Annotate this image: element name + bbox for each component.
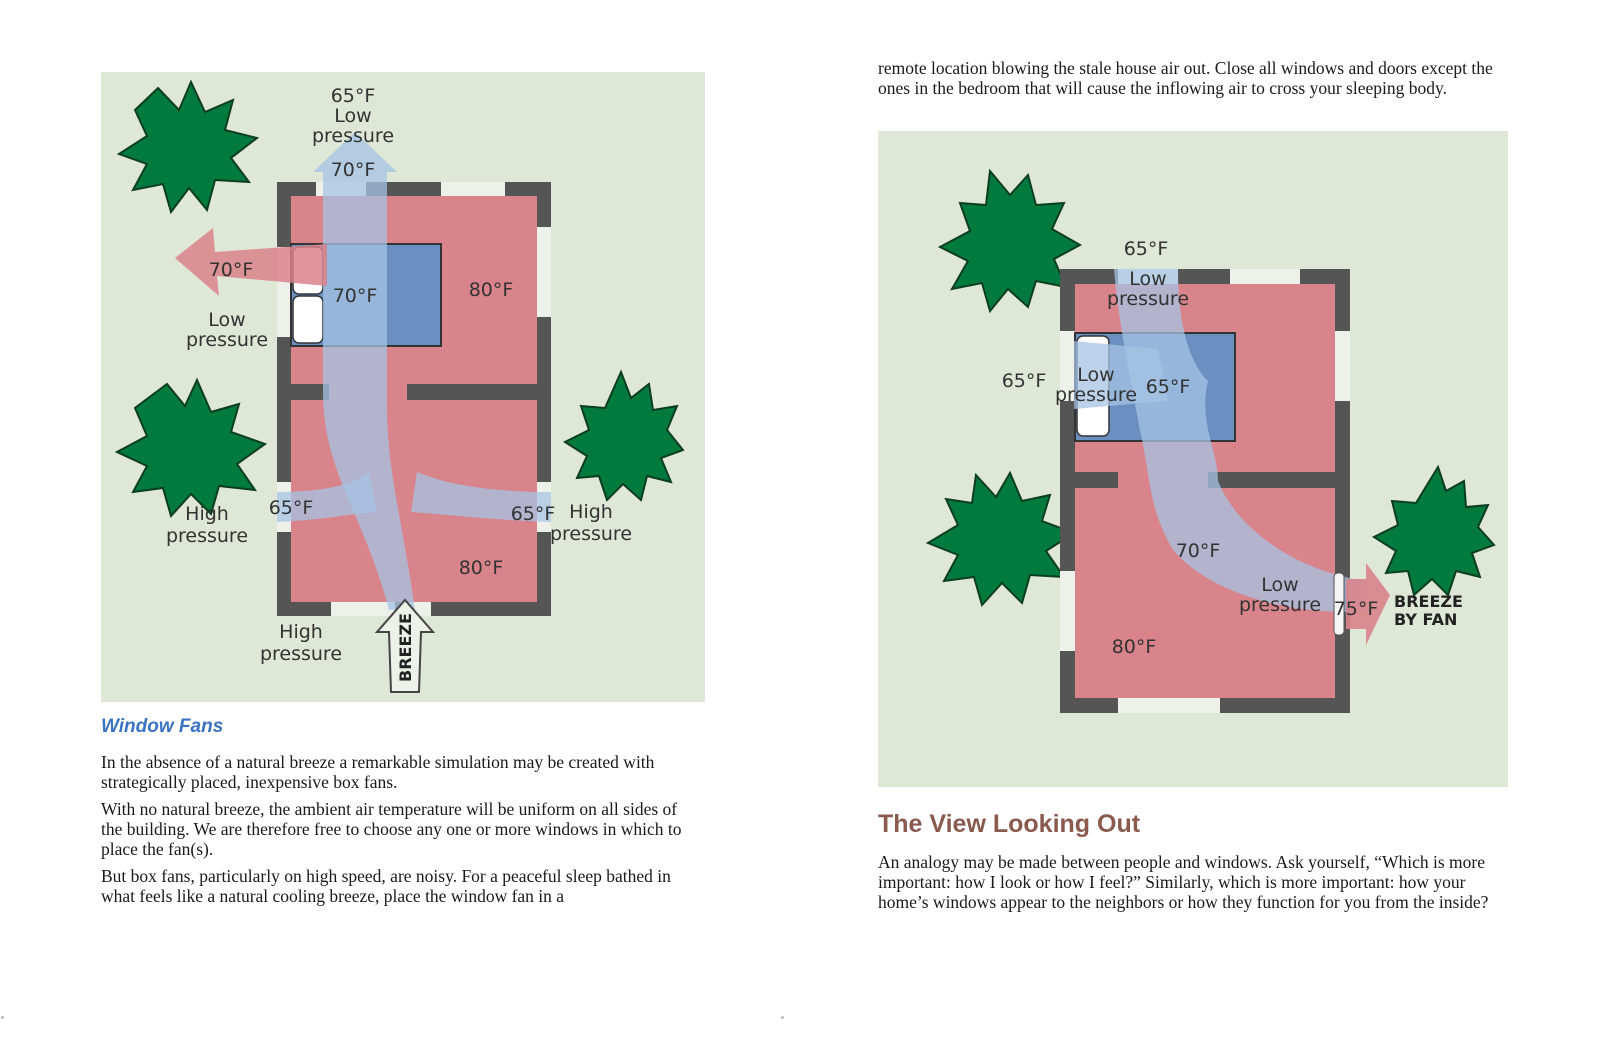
top-pressure-label: pressure bbox=[1106, 288, 1190, 310]
bed-temp-label: 65°F bbox=[1145, 376, 1191, 398]
left-temp-label: 65°F bbox=[1001, 370, 1047, 392]
top-temp-label: 65°F bbox=[330, 85, 376, 107]
west-temp-label: 65°F bbox=[268, 497, 314, 519]
top-paragraph: remote location blowing the stale house air out. Close all windows and doors except the ones in the bedroom that will cause the inflowing air to cross your sleeping body. bbox=[878, 58, 1493, 98]
view-looking-out-heading: The View Looking Out bbox=[878, 810, 1141, 838]
page-mark-center bbox=[781, 1016, 784, 1019]
arrow-left-temp-label: 70°F bbox=[208, 259, 254, 281]
room2-temp-label: 80°F bbox=[1111, 636, 1157, 658]
bottom-pressure-label: pressure bbox=[259, 643, 343, 665]
fan-low-label: Low bbox=[1261, 574, 1299, 596]
page-mark-left bbox=[1, 1016, 4, 1019]
arrow-top-temp-label: 70°F bbox=[330, 159, 376, 181]
fan-pressure-label: pressure bbox=[1238, 594, 1322, 616]
top-low-label: Low bbox=[334, 105, 372, 127]
top-temp-label: 65°F bbox=[1123, 238, 1169, 260]
bed-low-label: Low bbox=[1077, 364, 1115, 386]
breeze-label: BREEZE bbox=[396, 613, 415, 682]
west-pressure-label: pressure bbox=[165, 525, 249, 547]
bedroom-temp-label: 80°F bbox=[468, 279, 514, 301]
east-high-label: High bbox=[569, 501, 613, 523]
breeze-by-fan-line1: BREEZE bbox=[1394, 592, 1463, 611]
top-low-label: Low bbox=[1129, 268, 1167, 290]
left-low-label: Low bbox=[208, 309, 246, 331]
bed-temp-label: 70°F bbox=[332, 285, 378, 307]
analogy-paragraph: An analogy may be made between people and windows. Ask yourself, “Which is more important: how I look or how I feel?” Similarly, which is more important: how your home’s windows appear to the neighbors or how they function for you from the inside? bbox=[878, 852, 1489, 912]
east-pressure-label: pressure bbox=[549, 523, 633, 545]
bed-pressure-label: pressure bbox=[1054, 384, 1138, 406]
fan-floorplan-diagram bbox=[878, 131, 1508, 787]
east-temp-label: 65°F bbox=[510, 503, 556, 525]
top-pressure-label: pressure bbox=[311, 125, 395, 147]
left-page bbox=[0, 0, 780, 1041]
fan-temp-label: 75°F bbox=[1333, 598, 1379, 620]
window-fans-heading: Window Fans bbox=[101, 716, 224, 737]
bottom-high-label: High bbox=[279, 621, 323, 643]
room-temp-label: 70°F bbox=[1175, 540, 1221, 562]
room2-temp-label: 80°F bbox=[458, 557, 504, 579]
left-pressure-label: pressure bbox=[185, 329, 269, 351]
breeze-by-fan-line2: BY FAN bbox=[1394, 610, 1458, 629]
paragraph-3: But box fans, particularly on high speed, are noisy. For a peaceful sleep bathed in what feels like a natural cooling breeze, place the window fan in a bbox=[101, 866, 671, 906]
paragraph-1: In the absence of a natural breeze a remarkable simulation may be created with strategically placed, inexpensive box fans. bbox=[101, 752, 655, 792]
breeze-floorplan-diagram bbox=[101, 72, 705, 702]
paragraph-2: With no natural breeze, the ambient air temperature will be uniform on all sides of the building. We are therefore free to choose any one or more windows in which to place the fan(s). bbox=[101, 799, 682, 859]
right-page bbox=[800, 0, 1600, 1041]
west-high-label: High bbox=[185, 503, 229, 525]
